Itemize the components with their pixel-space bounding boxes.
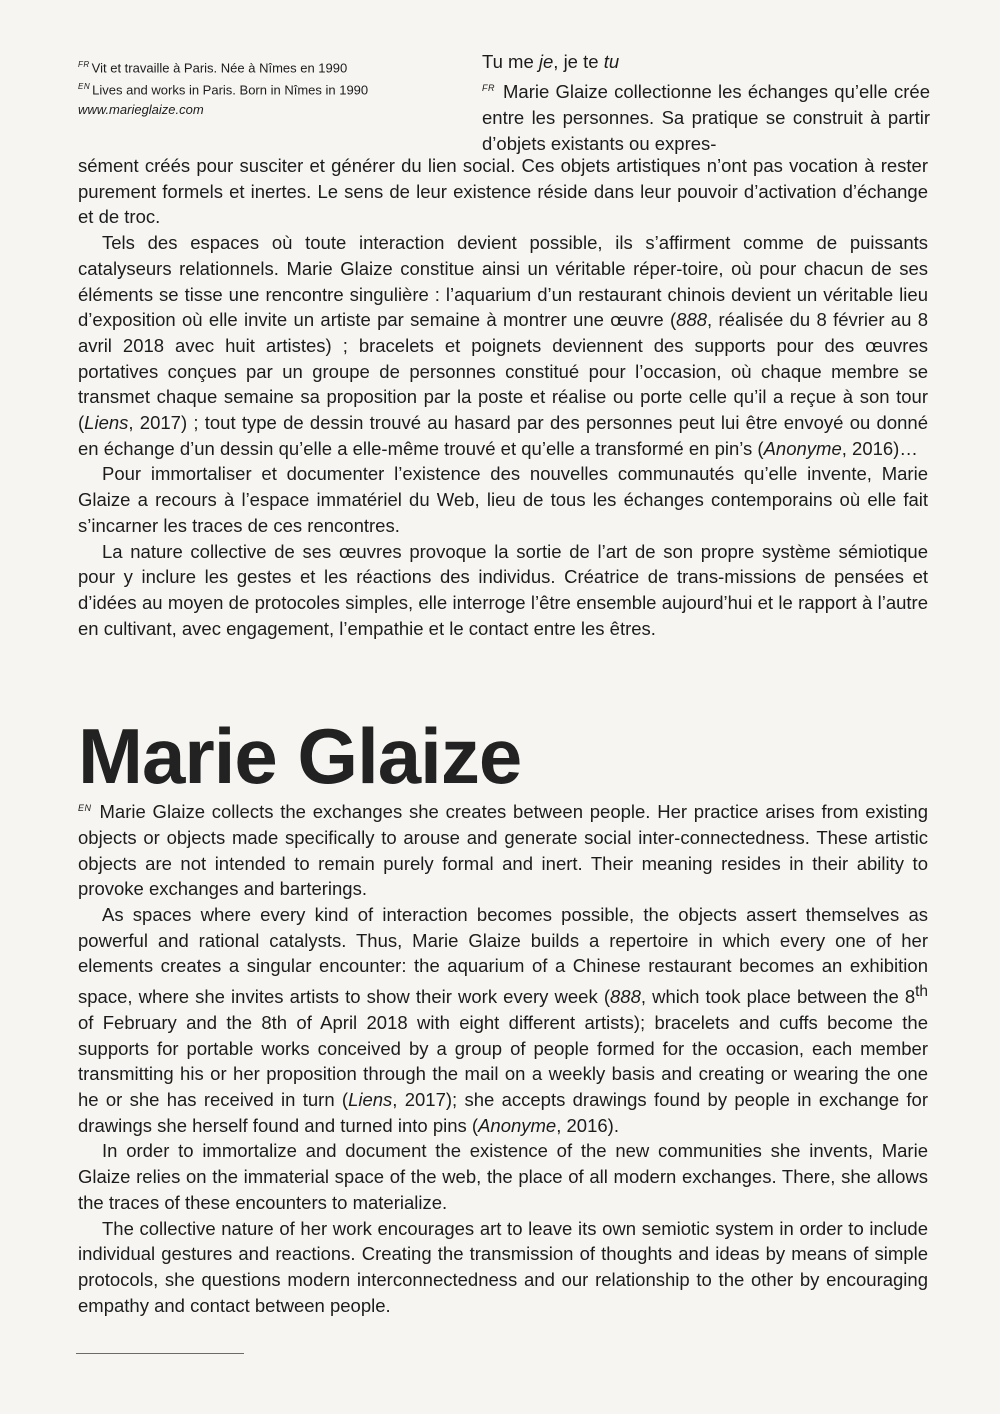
- bio-english-line: $^{EN}$ Lives and works in Paris. Born in Nîmes in 1990: [78, 82, 369, 98]
- work-title: Liens: [348, 1089, 393, 1111]
- english-paragraph-3: In order to immortalize and document the existence of the new communities she invents, Marie Glaize relies on the immaterial space of the web, the place of all modern exchanges. There, she allows the traces of these encounters to materialize.: [78, 1140, 928, 1213]
- artist-name-heading: Marie Glaize: [78, 712, 522, 800]
- english-paragraph-4: The collective nature of her work encourages art to leave its own semiotic system in order to include individual gestures and reactions. Creating the transmission of thoughts and ideas by means of simple protocols, she questions modern interconnectedness and our relationship to the other by encouraging empathy and contact between people.: [78, 1217, 928, 1316]
- lang-tag-fr: FR: [78, 60, 90, 69]
- website-link[interactable]: www.marieglaize.com: [78, 101, 204, 117]
- lang-tag-en: EN: [78, 82, 91, 92]
- section-subtitle: Tu me je, je te tu: [482, 51, 620, 72]
- french-paragraph-2: Tels des espaces où toute interaction devient possible, ils s’affirment comme de puissants catalyseurs relationnels. Marie Glaize constitue ainsi un véritable réper-toire, où pour chacun de ses éléments se tisse une rencontre singulière : l’aquarium d’un restaurant chinois devient un véritable lieu d’exposition où elle invite un artiste par semaine à montrer une œuvre (888, réalisée du 8 février au 8 avril 2018 avec huit artistes) ; bracelets et poignets deviennent des supports pour des œuvres portatives conçues par un groupe de personnes constitué pour l’occasion, où chaque membre se transmet chaque semaine sa proposition par la poste et réalise ou porte celle qu’il a reçue à son tour (Liens, 2017) ; tout type de dessin trouvé au hasard par des personnes peut lui être envoyé ou donné en échange d’un dessin qu’elle a elle-même trouvé et qu’elle a transformé en pin’s (Anonyme, 2016)…: [78, 232, 928, 459]
- artist-bio: [78, 55, 468, 119]
- english-paragraph-1: $^{EN}$ Marie Glaize collects the exchanges she creates between people. Her practice arises from existing objects or objects made specifically to arouse and generate social inter-connectedness. These artistic objects are not intended to remain purely formal and inert. Their meaning resides in their ability to provoke exchanges and barterings.: [78, 801, 928, 900]
- french-paragraph-1-start: $^{FR}$ Marie Glaize collectionne les échanges qu’elle crée entre les personnes. Sa pratique se construit à partir d’objets existants ou expres-: [482, 81, 930, 154]
- french-paragraph-4: La nature collective de ses œuvres provoque la sortie de l’art de son propre système sémiotique pour y inclure les gestes et les réactions des individus. Créatrice de trans-missions de pensées et d’idées au moyen de protocoles simples, elle interroge l’être ensemble aujourd’hui et le rapport à l’autre en cultivant, avec engagement, l’empathie et le contact entre les êtres.: [78, 540, 928, 639]
- french-paragraph-1-rest: sément créés pour susciter et générer du lien social. Ces objets artistiques n’ont pas vocation à rester purement formels et inertes. Le sens de leur existence réside dans leur pouvoir d’activation d’échange et de troc.: [78, 155, 928, 228]
- work-title: Liens: [84, 412, 129, 434]
- french-text: [78, 153, 928, 641]
- french-paragraph-3: Pour immortaliser et documenter l’existence des nouvelles communautés qu’elle invente, Marie Glaize a recours à l’espace immatériel du Web, lieu de tous les échanges contemporains où elle fait s’incarner les traces de ces rencontres.: [78, 463, 928, 536]
- english-text: [78, 796, 928, 1318]
- bio-french-line: $^{FR}$ Vit et travaille à Paris. Née à Nîmes en 1990: [78, 60, 348, 76]
- lang-tag-en: EN: [78, 803, 92, 813]
- work-title: Anonyme: [763, 437, 842, 459]
- footer-divider: [76, 1353, 244, 1354]
- work-title: 888: [676, 309, 708, 331]
- work-title: Anonyme: [478, 1114, 557, 1136]
- work-title: 888: [610, 986, 641, 1008]
- english-paragraph-2: As spaces where every kind of interaction becomes possible, the objects assert themselves as powerful and rational catalysts. Thus, Marie Glaize builds a repertoire in which every one of her elements creates a singular encounter: the aquarium of a Chinese restaurant becomes an exhibition space, where she invites artists to show their work every week (888, which took place between the 8th of February and the 8th of April 2018 with eight different artists); bracelets and cuffs become the supports for portable works conceived by a group of people formed for the occasion, each member transmitting his or her proposition through the mail on a weekly basis and creating or wearing the one he or she has received in turn (Liens, 2017); she accepts drawings found by people in exchange for drawings she herself found and turned into pins (Anonyme, 2016).: [78, 903, 928, 1136]
- lang-tag-fr: FR: [482, 83, 495, 93]
